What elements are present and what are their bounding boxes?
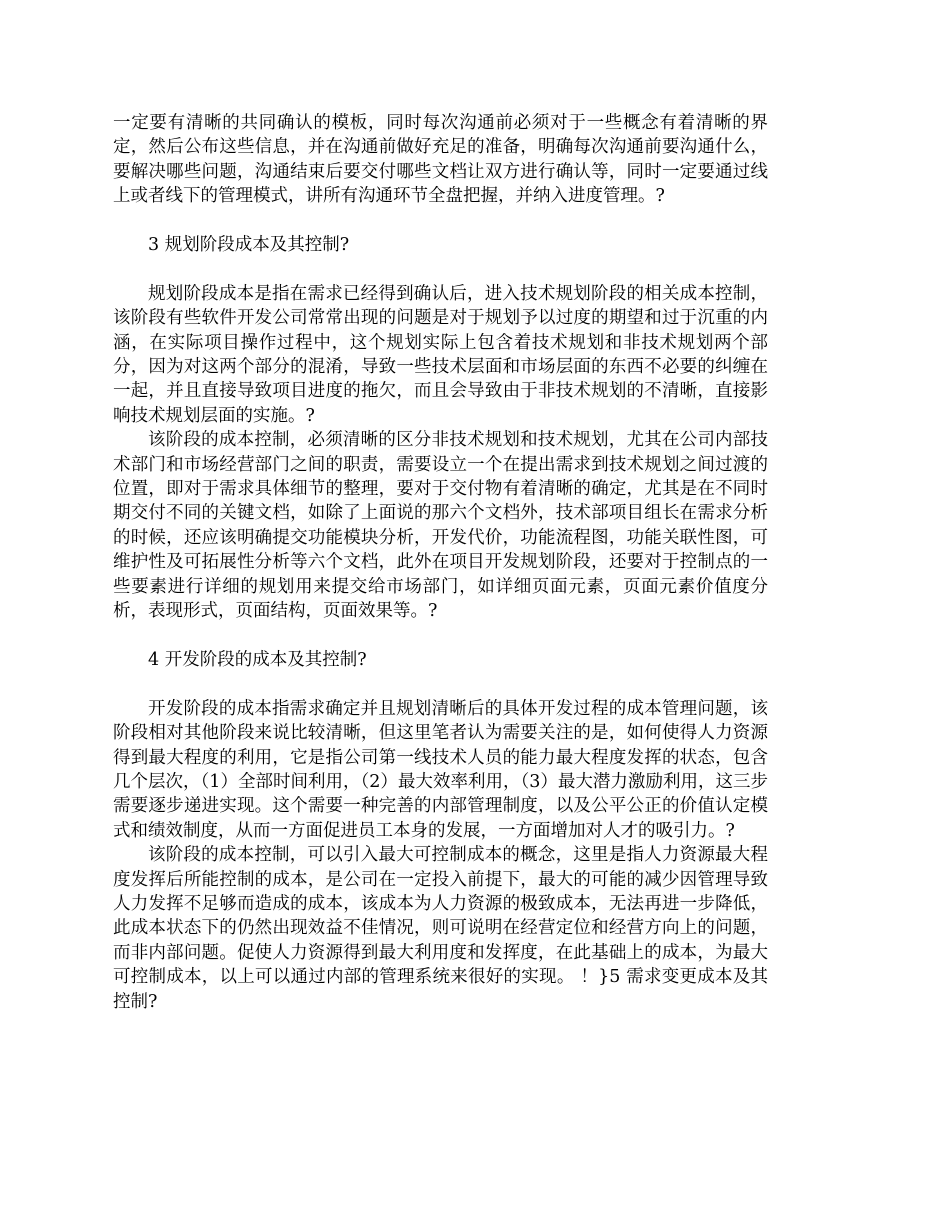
paragraph-communication: 一定要有清晰的共同确认的模板，同时每次沟通前必须对于一些概念有着清晰的界定，然后公布这些信息，并在沟通前做好充足的准备，明确每次沟通前要沟通什么，要解决哪些问题，沟通结束后要交付哪些文档让双方进行确认等，同时一定要通过线上或者线下的管理模式，讲所有沟通环节全盘把握，并纳入进度管理。? bbox=[113, 113, 768, 207]
paragraph-planning-control: 该阶段的成本控制，必须清晰的区分非技术规划和技术规划，尤其在公司内部技术部门和市场经营部门之间的职责，需要设立一个在提出需求到技术规划之间过渡的位置，即对于需求具体细节的整理，要对于交付物有着清晰的确定，尤其是在不同时期交付不同的关键文档，如除了上面说的那六个文档外，技术部项目组长在需求分析的时候，还应该明确提交功能模块分析，开发代价，功能流程图，功能关联性图，可维护性及可拓展性分析等六个文档，此外在项目开发规划阶段，还要对于控制点的一些要素进行详细的规划用来提交给市场部门，如详细页面元素，页面元素价值度分析，表现形式，页面结构，页面效果等。? bbox=[113, 430, 768, 622]
paragraph-development-cost: 开发阶段的成本指需求确定并且规划清晰后的具体开发过程的成本管理问题，该阶段相对其他阶段来说比较清晰，但这里笔者认为需要关注的是，如何使得人力资源得到最大程度的利用，它是指公司第一线技术人员的能力最大程度发挥的状态，包含几个层次，（1）全部时间利用，（2）最大效率利用，（3）最大潜力激励利用，这三步需要逐步递进实现。这个需要一种完善的内部管理制度，以及公平公正的价值认定模式和绩效制度，从而一方面促进员工本身的发展，一方面增加对人才的吸引力。? bbox=[113, 698, 768, 841]
document-body bbox=[113, 111, 768, 1014]
paragraph-development-control: 该阶段的成本控制，可以引入最大可控制成本的概念，这里是指人力资源最大程度发挥后所能控制的成本，是公司在一定投入前提下，最大的可能的减少因管理导致人力发挥不足够而造成的成本，该成本为人力资源的极致成本，无法再进一步降低，此成本状态下的仍然出现效益不佳情况，则可说明在经营定位和经营方向上的问题，而非内部问题。促使人力资源得到最大利用度和发挥度，在此基础上的成本，为最大可控制成本，以上可以通过内部的管理系统来很好的实现。 ！}5 需求变更成本及其控制? bbox=[113, 845, 768, 1012]
section-heading-planning: 3 规划阶段成本及其控制? bbox=[148, 235, 350, 256]
section-heading-development: 4 开发阶段的成本及其控制? bbox=[148, 649, 367, 670]
paragraph-planning-cost: 规划阶段成本是指在需求已经得到确认后，进入技术规划阶段的相关成本控制，该阶段有些软件开发公司常常出现的问题是对于规划予以过度的期望和过于沉重的内涵，在实际项目操作过程中，这个规划实际上包含着技术规划和非技术规划两个部分，因为对这两个部分的混淆，导致一些技术层面和市场层面的东西不必要的纠缠在一起，并且直接导致项目进度的拖欠，而且会导致由于非技术规划的不清晰，直接影响技术规划层面的实施。? bbox=[113, 283, 768, 426]
